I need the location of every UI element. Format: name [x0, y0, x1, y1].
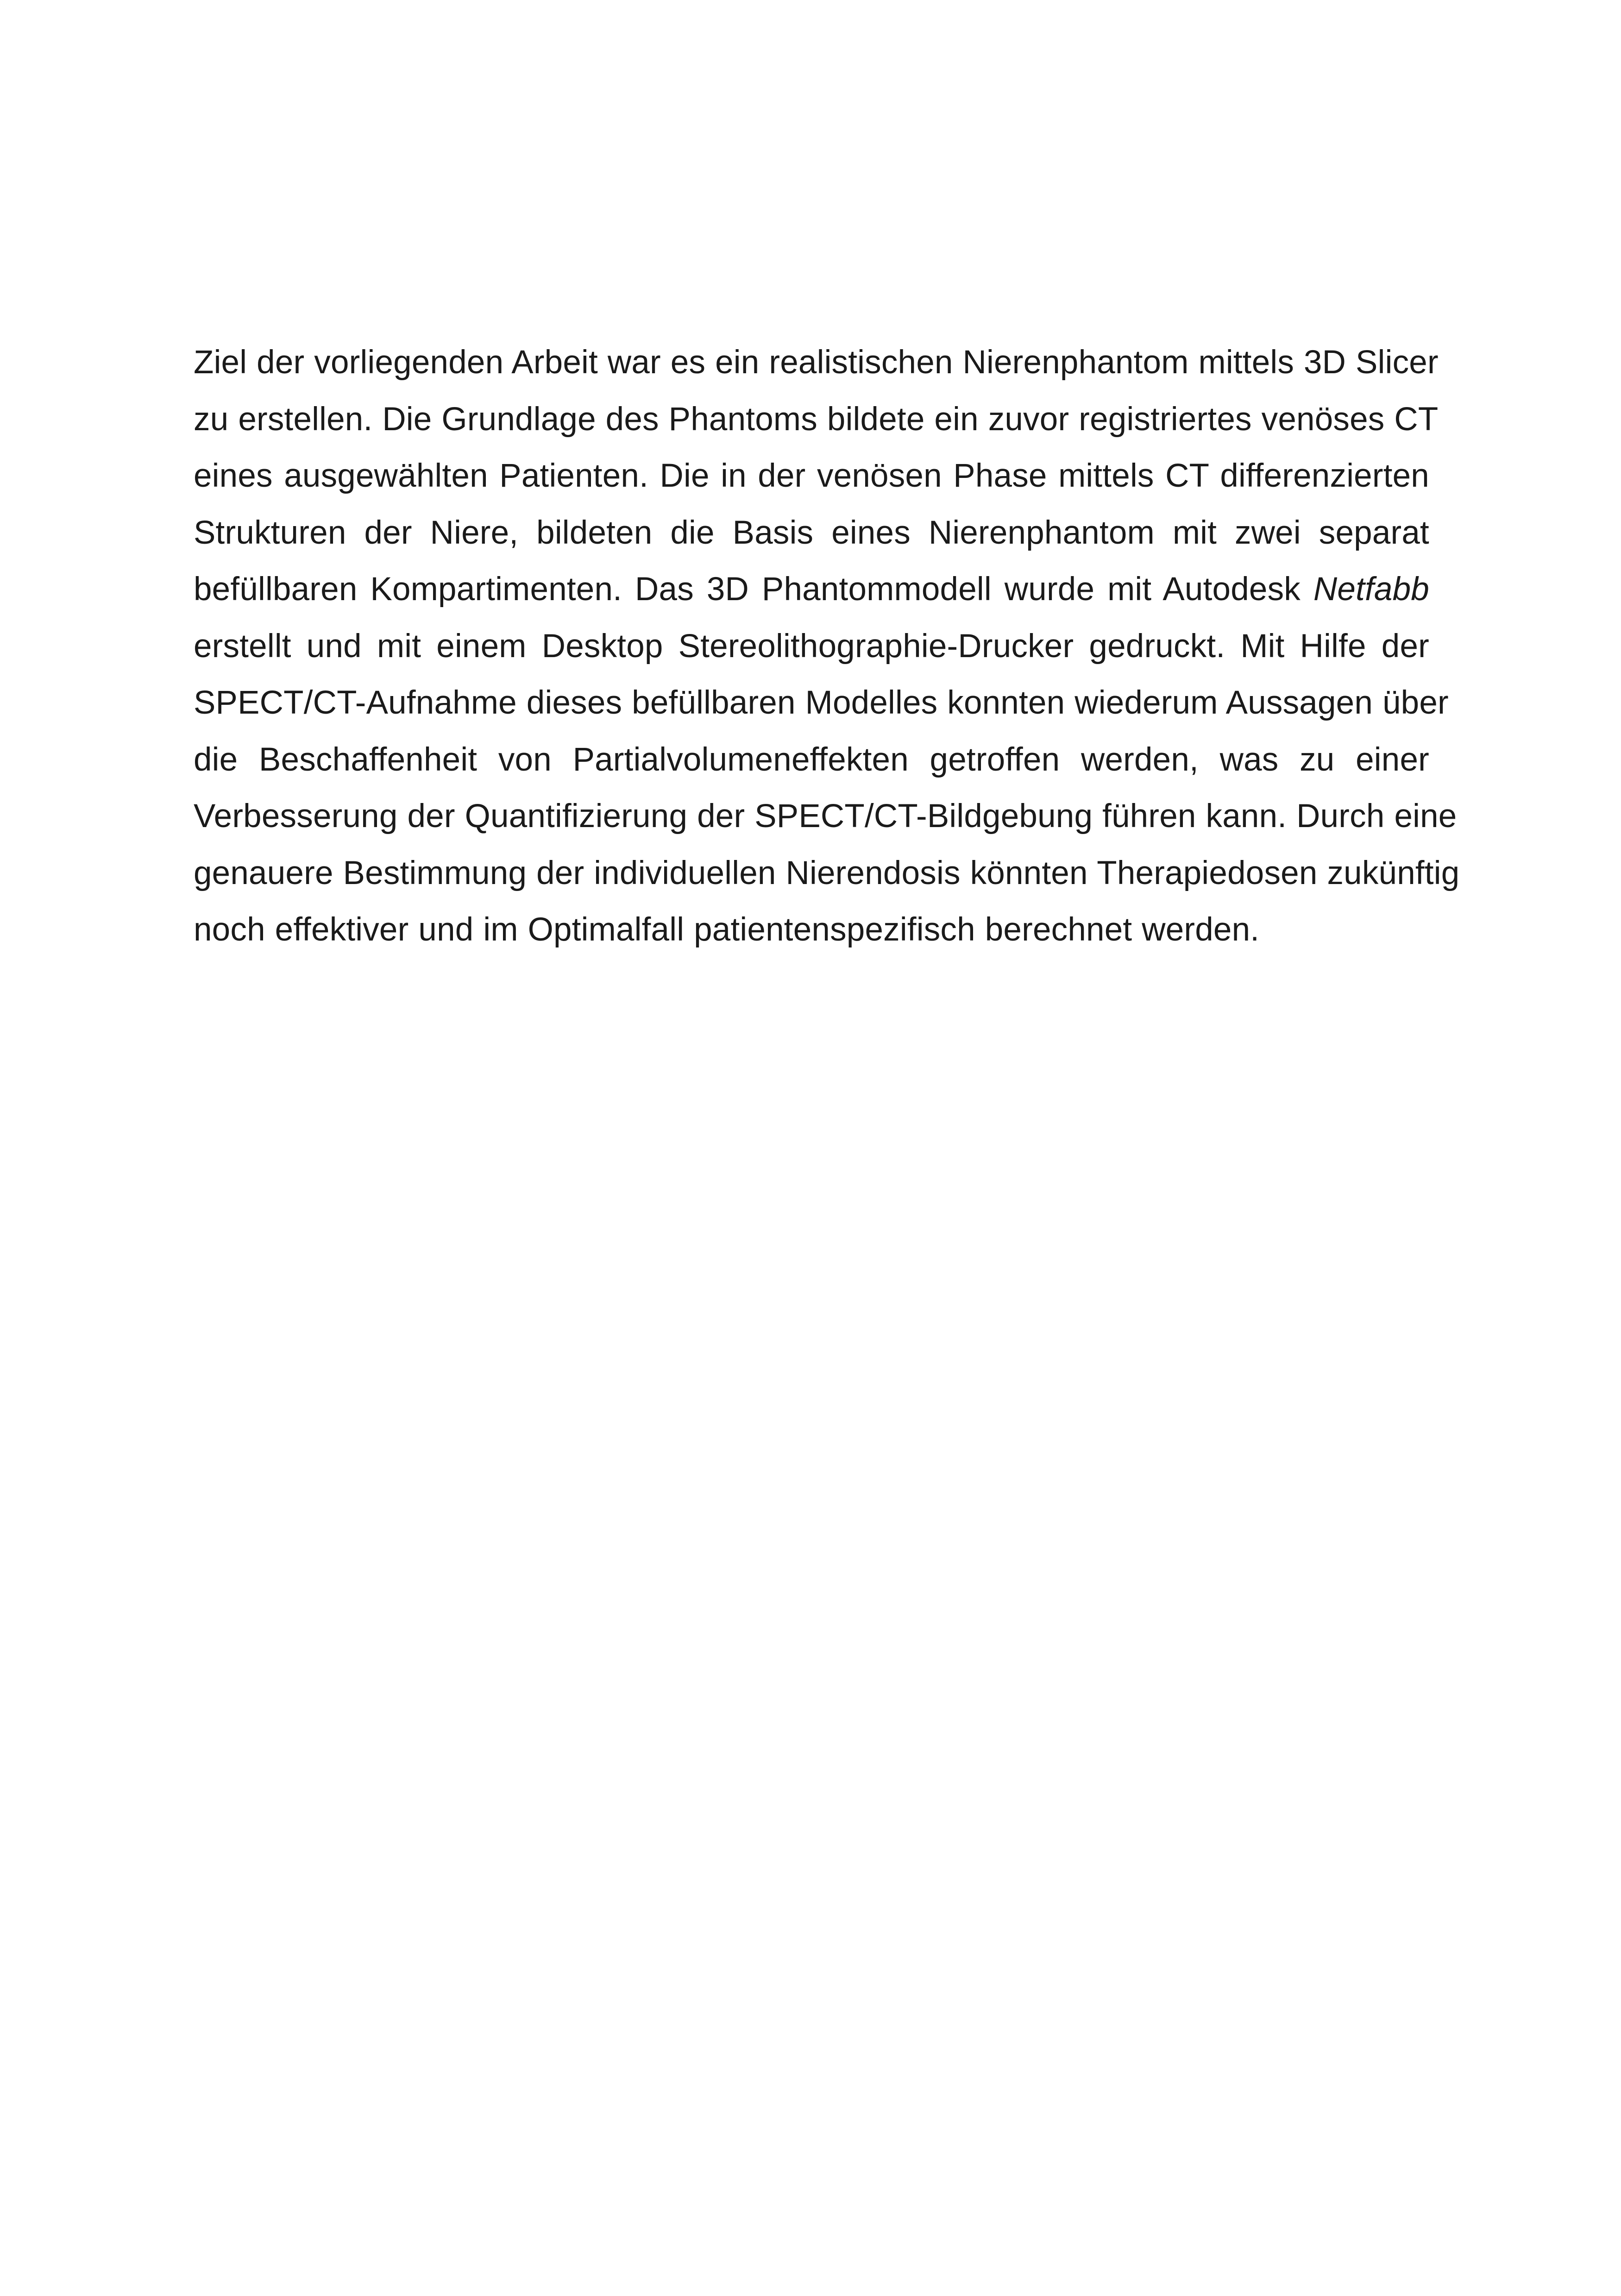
paragraph-line: eines ausgewählten Patienten. Die in der venösen Phase mittels CT differenzierten: [194, 458, 1429, 494]
abstract-paragraph: [194, 334, 1460, 959]
paragraph-line: SPECT/CT-Aufnahme dieses befüllbaren Modelles konnten wiederum Aussagen über: [194, 684, 1449, 721]
paragraph-line: zu erstellen. Die Grundlage des Phantoms bildete ein zuvor registriertes venöses CT: [194, 401, 1439, 438]
paragraph-line: Verbesserung der Quantifizierung der SPECT/CT-Bildgebung führen kann. Durch eine: [194, 798, 1457, 834]
paragraph-line: erstellt und mit einem Desktop Stereolithographie-Drucker gedruckt. Mit Hilfe der: [194, 627, 1429, 665]
paragraph-line: genauere Bestimmung der individuellen Nierendosis könnten Therapiedosen zukünftig: [194, 854, 1460, 891]
paragraph-line-last: noch effektiver und im Optimalfall patientenspezifisch berechnet werden.: [194, 911, 1260, 948]
paragraph-line: die Beschaffenheit von Partialvolumeneffekten getroffen werden, was zu einer: [194, 741, 1429, 778]
software-name-italic: Netfabb: [1313, 571, 1429, 608]
paragraph-line: Ziel der vorliegenden Arbeit war es ein realistischen Nierenphantom mittels 3D Slicer: [194, 344, 1439, 381]
paragraph-line: Strukturen der Niere, bildeten die Basis eines Nierenphantom mit zwei separat: [194, 514, 1429, 551]
paragraph-line: [194, 561, 1429, 618]
paragraph-text: befüllbaren Kompartimenten. Das 3D Phantommodell wurde mit Autodesk: [194, 571, 1313, 608]
